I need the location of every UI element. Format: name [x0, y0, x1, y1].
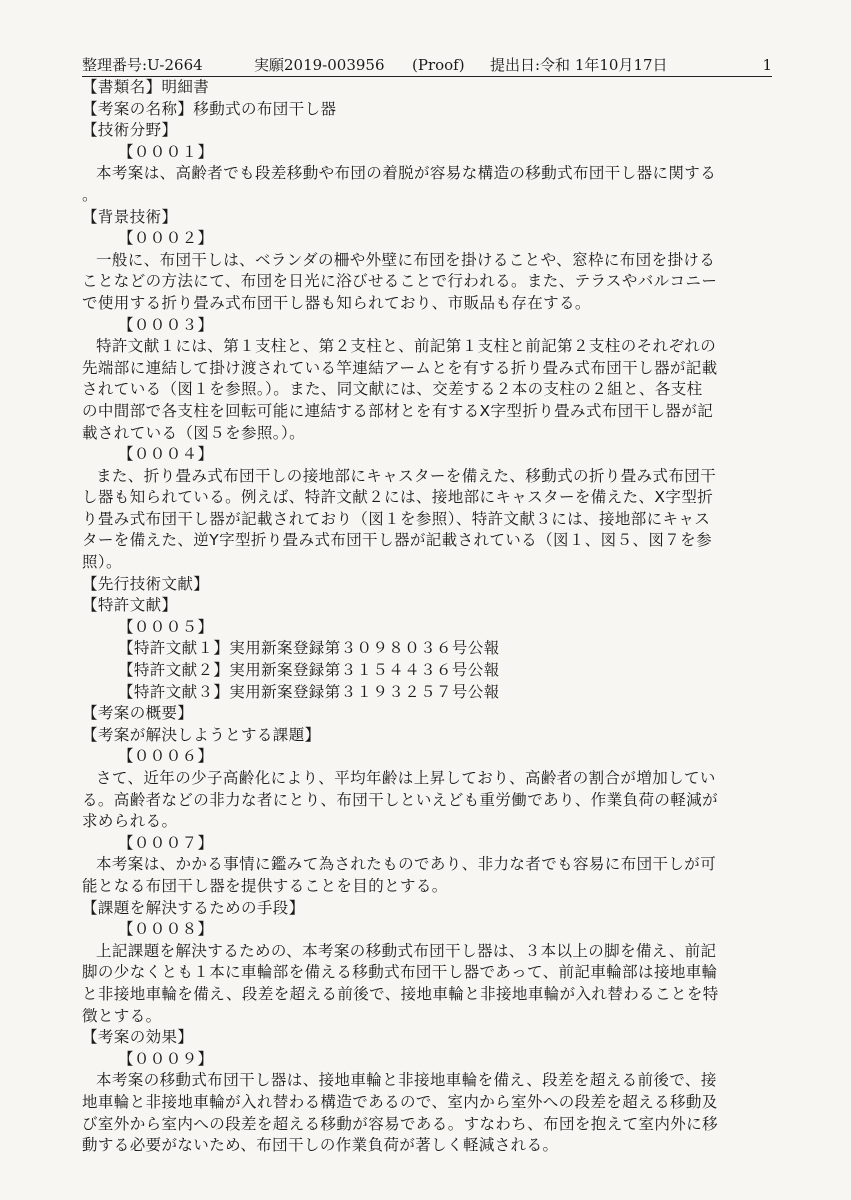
text-line: 求められる。 — [82, 812, 178, 831]
text-line: 載されている（図５を参照。）。 — [82, 423, 306, 442]
text-line: ターを備えた、逆Y字型折り畳み式布団干し器が記載されている（図１、図５、図７を参 — [82, 531, 712, 550]
text-line: 【０００１】 — [118, 142, 214, 161]
text-line: 【考案の名称】移動式の布団干し器 — [82, 99, 337, 118]
text-line: る。高齢者などの非力な者にとり、布団干しといえども重労働であり、作業負荷の軽減が — [82, 790, 719, 809]
text-line: 【０００５】 — [118, 617, 214, 636]
text-line: 【先行技術文献】 — [82, 574, 210, 593]
text-line: 本考案は、かかる事情に鑑みて為されたものであり、非力な者でも容易に布団干しが可 — [96, 855, 717, 874]
text-line: 【書類名】明細書 — [82, 78, 210, 96]
text-line: 【０００２】 — [118, 229, 214, 248]
text-line: 【考案の効果】 — [82, 1028, 194, 1047]
text-line: 【考案の概要】 — [82, 704, 194, 723]
text-line: 【０００４】 — [118, 445, 214, 464]
text-line: 動する必要がないため、布団干しの作業負荷が著しく軽減される。 — [82, 1136, 559, 1155]
text-line: り畳み式布団干し器が記載されており（図１を参照）、特許文献３には、接地部にキャス — [82, 509, 711, 528]
text-line: び室外から室内への段差を超える移動が容易である。すなわち、布団を抱えて室内外に移 — [82, 1114, 719, 1133]
text-line: 【技術分野】 — [82, 121, 178, 140]
proof-label: (Proof) — [412, 56, 465, 74]
text-line: と非接地車輪を備え、段差を超える前後で、接地車輪と非接地車輪が入れ替わることを特 — [82, 984, 719, 1003]
filing-date: 提出日:令和 1年10月17日 — [490, 56, 668, 74]
text-line: 【０００９】 — [118, 1049, 214, 1068]
text-line: 脚の少なくとも１本に車輪部を備える移動式布団干し器であって、前記車輪部は接地車輪 — [82, 963, 718, 982]
text-line: されている（図１を参照。）。また、同文献には、交差する２本の支柱の２組と、各支柱 — [82, 380, 703, 399]
text-line: ことなどの方法にて、布団を日光に浴びせることで行われる。また、テラスやバルコニー — [82, 272, 718, 291]
reference-number: 整理番号:U-2664 — [82, 56, 203, 74]
text-line: 【特許文献２】実用新案登録第３１５４４３６号公報 — [118, 661, 500, 680]
text-line: 【背景技術】 — [82, 207, 178, 226]
text-line: 地車輪と非接地車輪が入れ替わる構造であるので、室内から室外への段差を超える移動及 — [82, 1092, 718, 1111]
text-line: 【特許文献】 — [82, 596, 178, 615]
text-line: 【課題を解決するための手段】 — [82, 898, 305, 917]
application-number: 実願2019-003956 — [254, 56, 385, 74]
text-line: し器も知られている。例えば、特許文献２には、接地部にキャスターを備えた、X字型折 — [82, 488, 714, 507]
text-line: 。 — [82, 185, 98, 204]
text-line: 一般に、布団干しは、ベランダの柵や外壁に布団を掛けることや、窓枠に布団を掛ける — [96, 250, 716, 269]
page-number: 1 — [762, 56, 772, 74]
text-line: 能となる布団干し器を提供することを目的とする。 — [82, 876, 448, 895]
text-line: 【特許文献１】実用新案登録第３０９８０３６号公報 — [118, 639, 500, 658]
text-line: 先端部に連結して掛け渡されている竿連結アームとを有する折り畳み式布団干し器が記載 — [82, 358, 718, 377]
text-line: の中間部で各支柱を回転可能に連結する部材とを有するX字型折り畳み式布団干し器が記 — [82, 401, 714, 420]
page-header — [82, 54, 772, 76]
document-body — [82, 77, 772, 1157]
text-line: 【特許文献３】実用新案登録第３１９３２５７号公報 — [118, 682, 500, 701]
text-line: 【０００３】 — [118, 315, 214, 334]
text-line: 【０００６】 — [118, 747, 214, 766]
text-line: 上記課題を解決するための、本考案の移動式布団干し器は、３本以上の脚を備え、前記 — [96, 941, 717, 960]
text-line: 照）。 — [82, 553, 122, 572]
text-line: また、折り畳み式布団干しの接地部にキャスターを備えた、移動式の折り畳み式布団干 — [96, 466, 717, 485]
text-line: 特許文献１には、第１支柱と、第２支柱と、前記第１支柱と前記第２支柱のそれぞれの — [96, 337, 717, 356]
text-line: 【０００８】 — [118, 920, 214, 939]
text-line: 【０００７】 — [118, 833, 214, 852]
text-line: で使用する折り畳み式布団干し器も知られており、市販品も存在する。 — [82, 293, 591, 312]
text-line: 本考案は、高齢者でも段差移動や布団の着脱が容易な構造の移動式布団干し器に関する — [96, 164, 717, 183]
text-line: 【考案が解決しようとする課題】 — [82, 725, 321, 744]
text-line: 本考案の移動式布団干し器は、接地車輪と非接地車輪を備え、段差を超える前後で、接 — [96, 1071, 717, 1090]
text-line: さて、近年の少子高齢化により、平均年齢は上昇しており、高齢者の割合が増加してい — [96, 769, 716, 787]
text-line: 徴とする。 — [82, 1006, 162, 1025]
